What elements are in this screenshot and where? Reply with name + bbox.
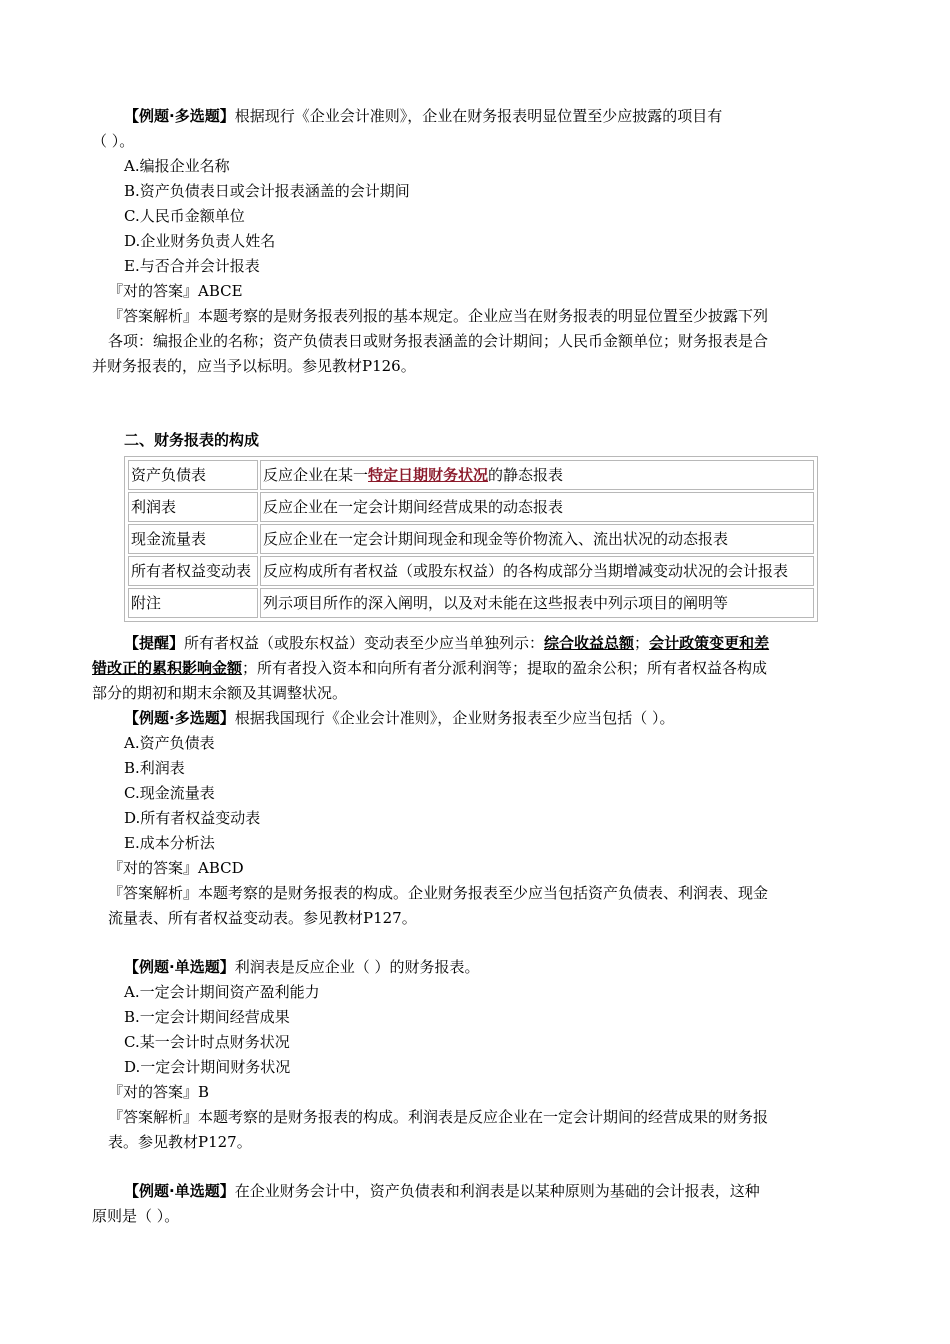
q4-tag: 【例题·单选题】 bbox=[124, 1182, 235, 1200]
table-cell-name: 附注 bbox=[128, 588, 258, 618]
q4-stem bbox=[124, 1179, 760, 1204]
table-row bbox=[128, 556, 814, 586]
tip-line-1 bbox=[124, 631, 769, 656]
q3-option-b: B.一定会计期间经营成果 bbox=[124, 1008, 290, 1026]
desc-text: 的静态报表 bbox=[488, 466, 564, 484]
q4-stem-text: 在企业财务会计中，资产负债表和利润表是以某种原则为基础的会计报表，这种 bbox=[234, 1182, 760, 1200]
q2-option-c: C.现金流量表 bbox=[124, 784, 215, 802]
q1-analysis-3: 并财务报表的，应当予以标明。参见教材P126。 bbox=[92, 357, 416, 375]
q3-analysis-2: 表。参见教材P127。 bbox=[108, 1133, 252, 1151]
q3-option-d: D.一定会计期间财务状况 bbox=[124, 1058, 291, 1076]
tip-line-2 bbox=[92, 656, 767, 681]
q1-stem-cont: （ ）。 bbox=[92, 132, 135, 150]
tip-text: 所有者权益（或股东权益）变动表至少应当单独列示： bbox=[184, 634, 545, 652]
q3-analysis-1: 『答案解析』本题考察的是财务报表的构成。利润表是反应企业在一定会计期间的经营成果的财务报 bbox=[108, 1108, 769, 1126]
q2-option-b: B.利润表 bbox=[124, 759, 185, 777]
tip-bold-2b: 错改正的累积影响金额 bbox=[92, 659, 243, 677]
tip-tag: 【提醒】 bbox=[124, 634, 185, 652]
q1-analysis-1: 『答案解析』本题考察的是财务报表列报的基本规定。企业应当在财务报表的明显位置至少披露下列 bbox=[108, 307, 769, 325]
q2-option-e: E.成本分析法 bbox=[124, 834, 215, 852]
table-cell-name: 资产负债表 bbox=[128, 460, 258, 490]
highlight-link[interactable]: 特定日期财务状况 bbox=[368, 466, 489, 484]
q1-stem-text: 根据现行《企业会计准则》，企业在财务报表明显位置至少应披露的项目有 bbox=[234, 107, 723, 125]
table-row bbox=[128, 524, 814, 554]
q2-analysis-2: 流量表、所有者权益变动表。参见教材P127。 bbox=[108, 909, 417, 927]
q2-stem bbox=[124, 706, 674, 731]
tip-line-3: 部分的期初和期末余额及其调整状况。 bbox=[92, 684, 348, 702]
table-row bbox=[128, 588, 814, 618]
tip-bold-2a: 会计政策变更和差 bbox=[649, 634, 770, 652]
q3-tag: 【例题·单选题】 bbox=[124, 958, 235, 976]
table-cell-desc: 反应构成所有者权益（或股东权益）的各构成部分当期增减变动状况的会计报表 bbox=[260, 556, 814, 586]
table-row bbox=[128, 492, 814, 522]
tip-sep: ； bbox=[634, 634, 650, 652]
q3-stem-text: 利润表是反应企业（ ）的财务报表。 bbox=[234, 958, 480, 976]
report-table bbox=[124, 456, 818, 622]
q3-option-c: C.某一会计时点财务状况 bbox=[124, 1033, 290, 1051]
q1-tag: 【例题·多选题】 bbox=[124, 107, 235, 125]
desc-text: 反应企业在某一 bbox=[263, 466, 369, 484]
q3-answer: 『对的答案』B bbox=[108, 1083, 210, 1101]
tip-bold-1: 综合收益总额 bbox=[544, 634, 635, 652]
q1-stem bbox=[124, 104, 722, 129]
table-cell-desc: 反应企业在一定会计期间经营成果的动态报表 bbox=[260, 492, 814, 522]
q2-option-a: A.资产负债表 bbox=[124, 734, 215, 752]
q3-option-a: A.一定会计期间资产盈利能力 bbox=[124, 983, 320, 1001]
table-cell-name: 现金流量表 bbox=[128, 524, 258, 554]
table-cell-name: 所有者权益变动表 bbox=[128, 556, 258, 586]
q1-option-c: C.人民币金额单位 bbox=[124, 207, 245, 225]
q2-option-d: D.所有者权益变动表 bbox=[124, 809, 261, 827]
q2-analysis-1: 『答案解析』本题考察的是财务报表的构成。企业财务报表至少应当包括资产负债表、利润表、现金 bbox=[108, 884, 769, 902]
q1-analysis-2: 各项：编报企业的名称；资产负债表日或财务报表涵盖的会计期间；人民币金额单位；财务报表是合 bbox=[108, 332, 769, 350]
table-cell-name: 利润表 bbox=[128, 492, 258, 522]
table-cell-desc: 反应企业在一定会计期间现金和现金等价物流入、流出状况的动态报表 bbox=[260, 524, 814, 554]
table-row bbox=[128, 460, 814, 490]
q2-stem-text: 根据我国现行《企业会计准则》，企业财务报表至少应当包括（ ）。 bbox=[234, 709, 675, 727]
tip-text: ；所有者投入资本和向所有者分派利润等；提取的盈余公积；所有者权益各构成 bbox=[242, 659, 768, 677]
q1-option-a: A.编报企业名称 bbox=[124, 157, 230, 175]
q1-option-e: E.与否合并会计报表 bbox=[124, 257, 260, 275]
q3-stem bbox=[124, 955, 479, 980]
section-title: 二、财务报表的构成 bbox=[124, 431, 260, 449]
table-cell-desc: 列示项目所作的深入阐明，以及对未能在这些报表中列示项目的阐明等 bbox=[260, 588, 814, 618]
q2-tag: 【例题·多选题】 bbox=[124, 709, 235, 727]
q2-answer: 『对的答案』ABCD bbox=[108, 859, 244, 877]
q1-option-b: B.资产负债表日或会计报表涵盖的会计期间 bbox=[124, 182, 410, 200]
q1-answer: 『对的答案』ABCE bbox=[108, 282, 243, 300]
table-cell-desc bbox=[260, 460, 814, 490]
q4-stem-cont: 原则是（ ）。 bbox=[92, 1207, 180, 1225]
q1-option-d: D.企业财务负责人姓名 bbox=[124, 232, 276, 250]
